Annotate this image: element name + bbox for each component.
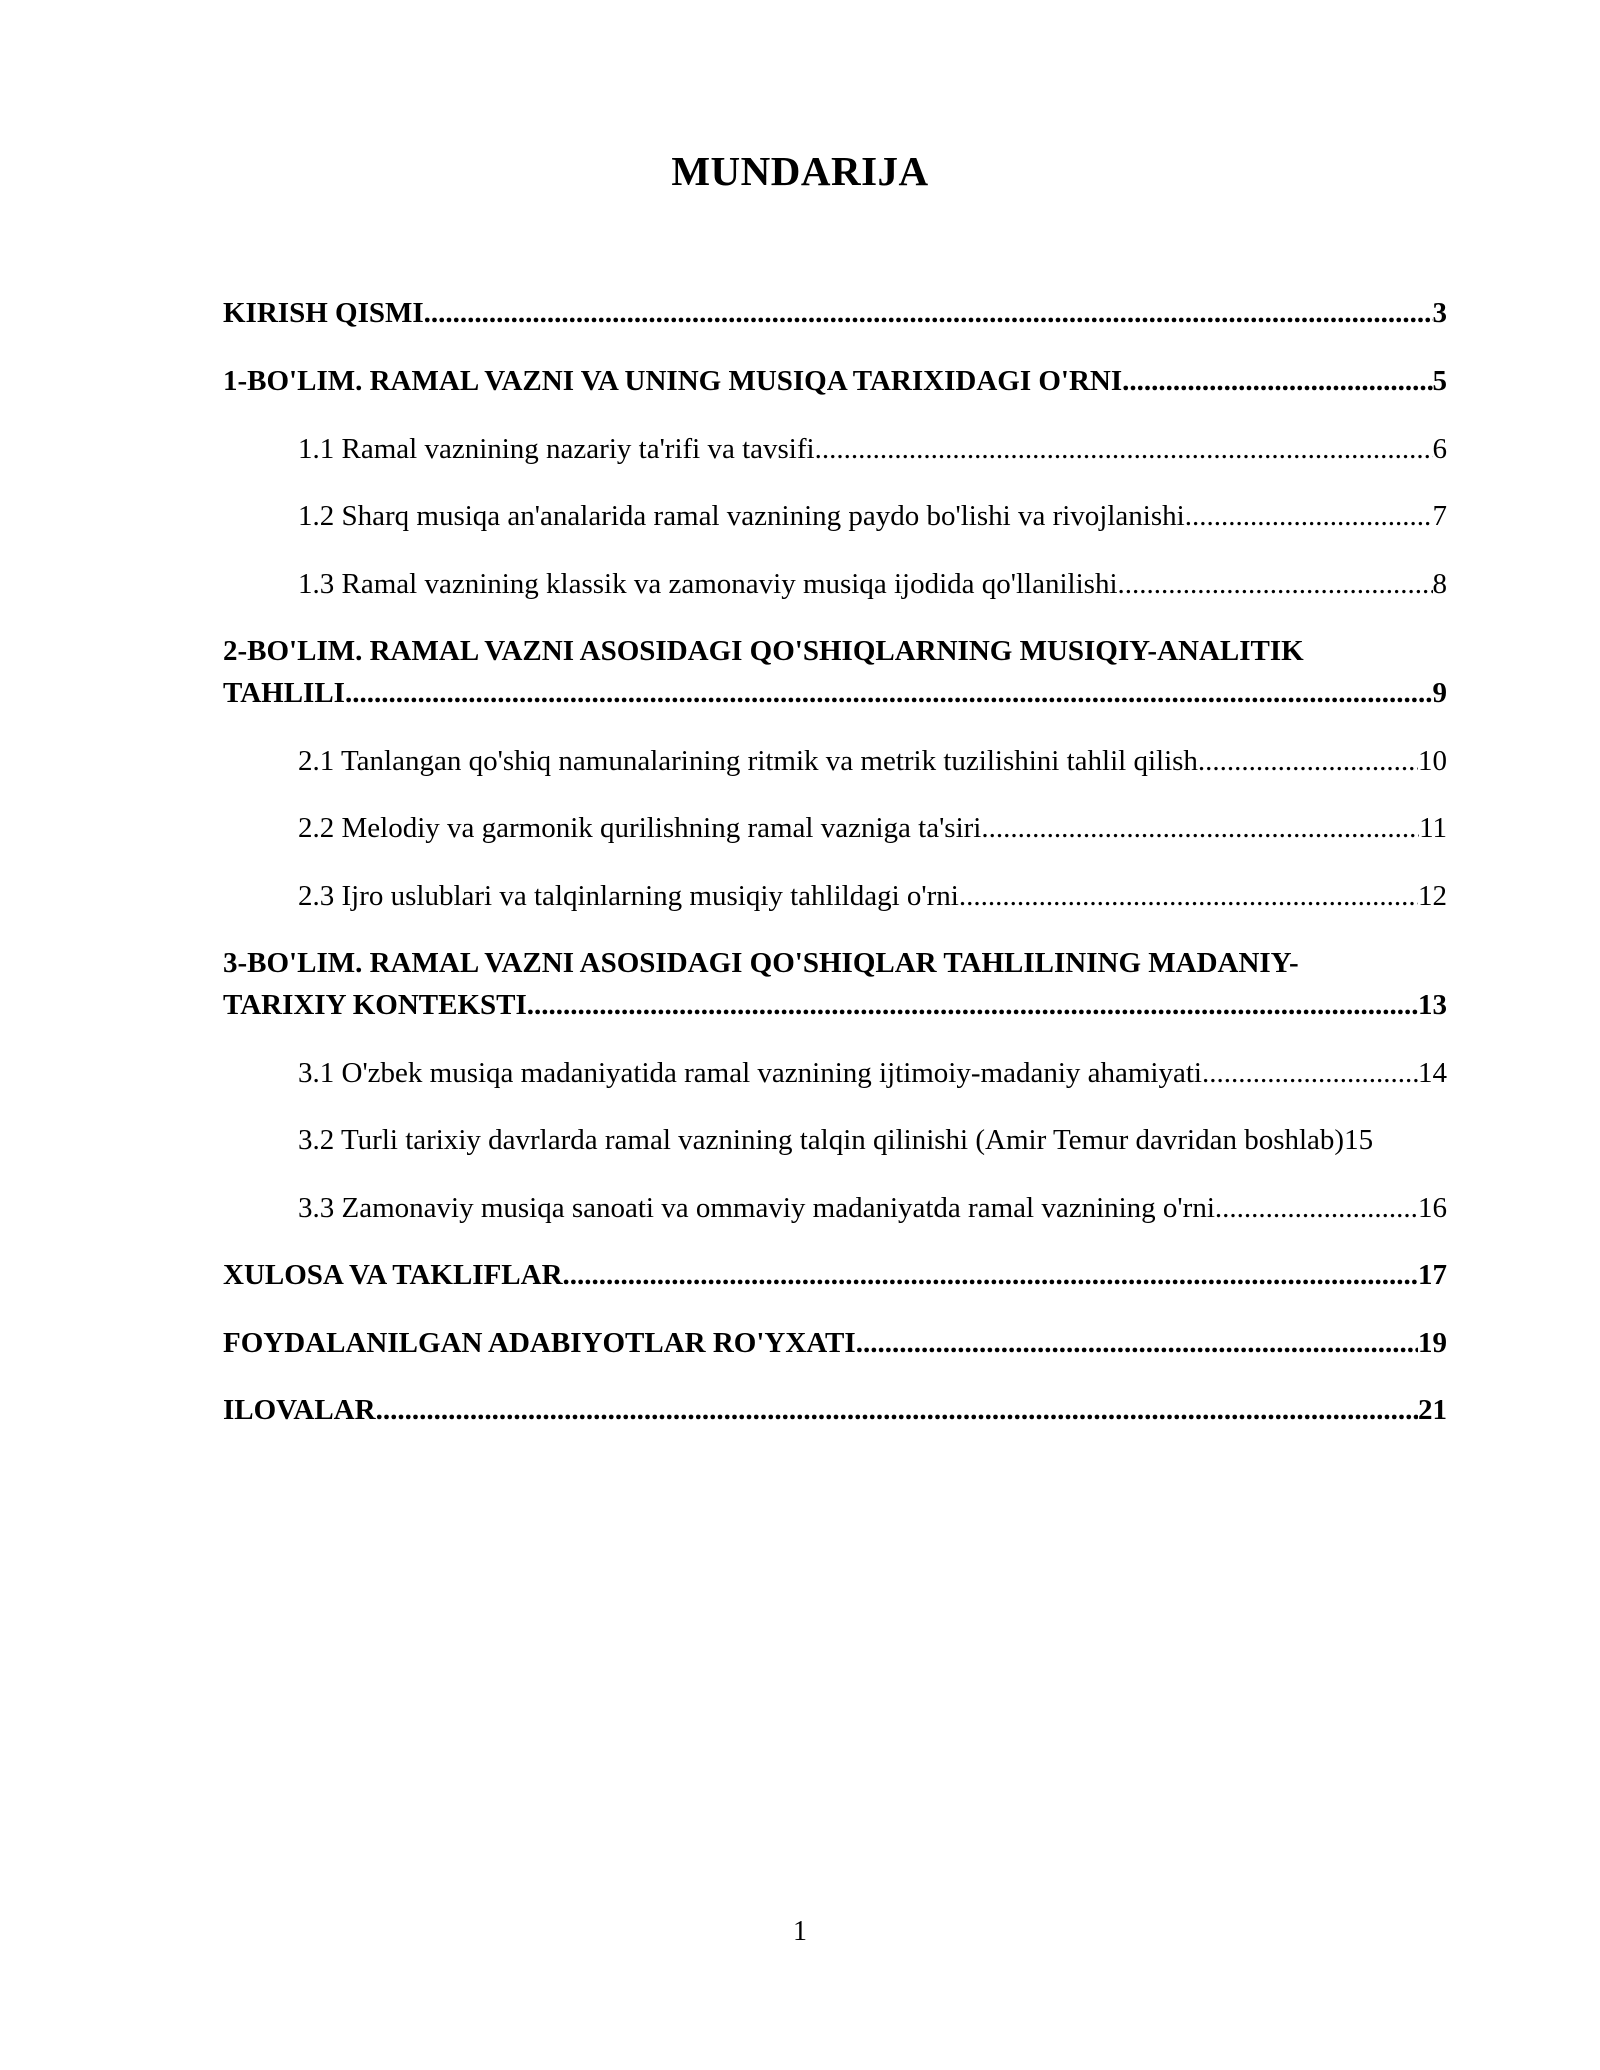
toc-entry-label: 3.3 Zamonaviy musiqa sanoati va ommaviy madaniyatda ramal vaznining o'rni: [298, 1192, 1215, 1224]
toc-entry-chapter-3[interactable]: [223, 988, 1447, 1022]
dot-leader: [1122, 364, 1432, 398]
toc-entry-page: 19: [1418, 1327, 1447, 1359]
toc-entry-section-1-2[interactable]: [298, 499, 1447, 533]
toc-entry-chapter-3-line1[interactable]: 3-BO'LIM. RAMAL VAZNI ASOSIDAGI QO'SHIQLAR TAHLILINING MADANIY-: [223, 947, 1299, 979]
toc-entry-section-2-2[interactable]: [298, 811, 1447, 845]
toc-entry-chapter-1[interactable]: [223, 364, 1447, 398]
toc-entry-page: 7: [1432, 500, 1447, 532]
dot-leader: [959, 879, 1418, 913]
toc-entry-kirish[interactable]: [223, 296, 1447, 330]
toc-entry-section-2-3[interactable]: [298, 879, 1447, 913]
toc-entry-label: 2.3 Ijro uslublari va talqinlarning musiqiy tahlildagi o'rni: [298, 880, 959, 912]
toc-entry-page: 8: [1432, 568, 1447, 600]
toc-entry-page: 17: [1418, 1259, 1447, 1291]
page-title: MUNDARIJA: [671, 148, 929, 194]
toc-entry-label: 2.1 Tanlangan qo'shiq namunalarining ritmik va metrik tuzilishini tahlil qilish: [298, 745, 1198, 777]
dot-leader: [1198, 744, 1418, 778]
dot-leader: [1215, 1191, 1418, 1225]
toc-entry-label: 2.2 Melodiy va garmonik qurilishning ramal vazniga ta'siri: [298, 812, 982, 844]
toc-entry-chapter-2-line1[interactable]: 2-BO'LIM. RAMAL VAZNI ASOSIDAGI QO'SHIQLARNING MUSIQIY-ANALITIK: [223, 635, 1304, 667]
toc-entry-label: XULOSA VA TAKLIFLAR: [223, 1259, 563, 1291]
toc-entry-page: 16: [1418, 1192, 1447, 1224]
toc-entry-label: 1.2 Sharq musiqa an'analarida ramal vaznining paydo bo'lishi va rivojlanishi: [298, 500, 1185, 532]
dot-leader: [981, 811, 1419, 845]
page-number: 1: [793, 1916, 807, 1947]
toc-entry-label: 1.1 Ramal vaznining nazariy ta'rifi va tavsifi: [298, 433, 815, 465]
dot-leader: [527, 988, 1418, 1022]
toc-entry-page: 3: [1432, 297, 1447, 329]
toc-entry-section-2-1[interactable]: [298, 744, 1447, 778]
toc-entry-label: 3.2 Turli tarixiy davrlarda ramal vaznining talqin qilinishi (Amir Temur davridan boshlab): [298, 1124, 1345, 1156]
dot-leader: [856, 1326, 1418, 1360]
toc-entry-page: 15: [1344, 1124, 1374, 1156]
dot-leader: [815, 432, 1433, 466]
toc-entry-section-1-1[interactable]: [298, 432, 1447, 466]
toc-entry-ilovalar[interactable]: [223, 1393, 1447, 1427]
toc-entry-page: 10: [1418, 745, 1447, 777]
toc-entry-label: TARIXIY KONTEKSTI: [223, 989, 527, 1021]
dot-leader: [1202, 1056, 1418, 1090]
dot-leader: [1118, 567, 1433, 601]
toc-entry-page: 11: [1419, 812, 1447, 844]
dot-leader: [563, 1258, 1418, 1292]
toc-entry-section-3-1[interactable]: [298, 1056, 1447, 1090]
dot-leader: [424, 296, 1433, 330]
toc-entry-label: ILOVALAR: [223, 1394, 376, 1426]
toc-entry-section-1-3[interactable]: [298, 567, 1447, 601]
dot-leader: [345, 676, 1433, 710]
toc-entry-page: 9: [1432, 677, 1447, 709]
dot-leader: [1185, 499, 1433, 533]
toc-entry-page: 12: [1418, 880, 1447, 912]
toc-entry-label: TAHLILI: [223, 677, 345, 709]
toc-entry-label: FOYDALANILGAN ADABIYOTLAR RO'YXATI: [223, 1327, 856, 1359]
toc-entry-label: KIRISH QISMI: [223, 297, 424, 329]
toc-entry-page: 5: [1432, 365, 1447, 397]
toc-entry-adabiyotlar[interactable]: [223, 1326, 1447, 1360]
toc-entry-chapter-2[interactable]: [223, 676, 1447, 710]
toc-entry-page: 14: [1418, 1057, 1447, 1089]
dot-leader: [376, 1393, 1418, 1427]
toc-entry-section-3-3[interactable]: [298, 1191, 1447, 1225]
toc-entry-page: 13: [1418, 989, 1447, 1021]
toc-entry-page: 21: [1418, 1394, 1447, 1426]
toc-entry-label: 1-BO'LIM. RAMAL VAZNI VA UNING MUSIQA TARIXIDAGI O'RNI: [223, 365, 1123, 397]
toc-entry-page: 6: [1432, 433, 1447, 465]
toc-entry-label: 3.1 O'zbek musiqa madaniyatida ramal vaznining ijtimoiy-madaniy ahamiyati: [298, 1057, 1202, 1089]
toc-entry-section-3-2[interactable]: [298, 1123, 1470, 1157]
toc-entry-label: 1.3 Ramal vaznining klassik va zamonaviy musiqa ijodida qo'llanilishi: [298, 568, 1118, 600]
toc-entry-xulosa[interactable]: [223, 1258, 1447, 1292]
